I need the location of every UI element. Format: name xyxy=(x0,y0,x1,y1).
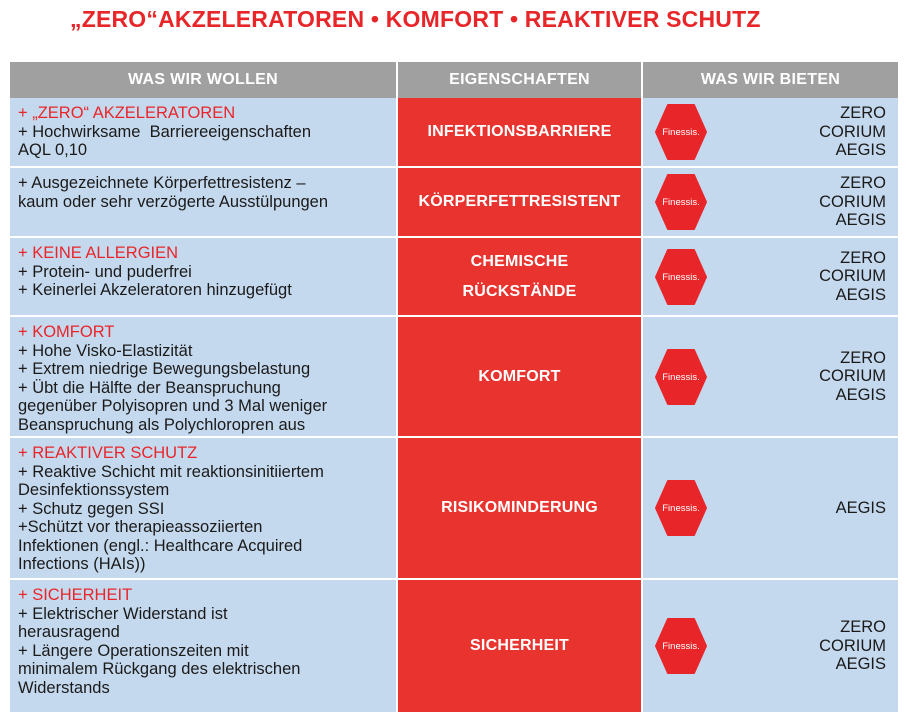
requirement-line: kaum oder sehr verzögerte Ausstülpungen xyxy=(18,192,329,211)
requirement-line: +Schützt vor therapieassoziierten xyxy=(18,518,263,536)
table-row xyxy=(10,316,898,437)
product-name: ZERO xyxy=(840,104,886,123)
logo-brand-text: Finessis. xyxy=(662,503,700,514)
product-name: AEGIS xyxy=(835,385,886,404)
table-body xyxy=(10,98,898,713)
product-name: CORIUM xyxy=(819,192,886,211)
header-offer: WAS WIR BIETEN xyxy=(642,62,898,98)
offer-cell xyxy=(642,237,898,316)
product-list xyxy=(819,317,886,436)
logo-brand-text: Finessis. xyxy=(662,127,700,138)
requirement-line: Widerstands xyxy=(18,678,110,697)
product-name: CORIUM xyxy=(819,267,886,286)
product-list xyxy=(819,580,886,712)
comparison-table xyxy=(10,62,898,714)
requirement-line: + Hochwirksame Barriereeigenschaften xyxy=(18,122,312,141)
product-name: AEGIS xyxy=(835,498,886,517)
product-name: ZERO xyxy=(840,174,886,193)
property-cell xyxy=(397,167,642,237)
property-cell xyxy=(397,237,642,316)
offer-cell xyxy=(642,167,898,237)
product-name: AEGIS xyxy=(835,285,886,304)
requirement-heading: + „ZERO“ AKZELERATOREN xyxy=(18,104,236,122)
finessis-logo-icon xyxy=(655,174,707,230)
property-label: KÖRPERFETTRESISTENT xyxy=(418,193,621,210)
requirement-line: + Protein- und puderfrei xyxy=(18,262,192,281)
want-cell xyxy=(10,316,397,437)
header-want: WAS WIR WOLLEN xyxy=(10,62,397,98)
finessis-logo-icon xyxy=(655,104,707,160)
product-name: AEGIS xyxy=(835,211,886,230)
requirement-line: Desinfektionssystem xyxy=(18,481,170,499)
offer-cell xyxy=(642,579,898,713)
product-name: ZERO xyxy=(840,248,886,267)
requirement-line: + Keinerlei Akzeleratoren hinzugefügt xyxy=(18,281,292,299)
property-cell xyxy=(397,437,642,579)
header-properties: EIGENSCHAFTEN xyxy=(397,62,642,98)
requirement-heading: + REAKTIVER SCHUTZ xyxy=(18,444,198,462)
want-cell xyxy=(10,167,397,237)
requirement-heading: + KOMFORT xyxy=(18,323,115,341)
product-name: ZERO xyxy=(840,348,886,367)
requirement-line: herausragend xyxy=(18,623,120,641)
finessis-logo-icon xyxy=(655,618,707,674)
logo-brand-text: Finessis. xyxy=(662,197,700,208)
requirement-line: + Extrem niedrige Bewegungsbelastung xyxy=(18,360,311,378)
property-label: RÜCKSTÄNDE xyxy=(462,282,577,300)
product-list xyxy=(819,98,886,166)
property-label: KOMFORT xyxy=(478,367,561,385)
want-cell xyxy=(10,579,397,713)
offer-cell xyxy=(642,437,898,579)
requirement-line: + Hohe Visko-Elastizität xyxy=(18,341,193,360)
product-name: CORIUM xyxy=(819,122,886,141)
requirement-line: Infections (HAIs)) xyxy=(18,555,146,573)
requirement-line: + Reaktive Schicht mit reaktionsinitiiertem xyxy=(18,462,324,481)
logo-brand-text: Finessis. xyxy=(662,641,700,652)
product-name: AEGIS xyxy=(835,655,886,674)
logo-brand-text: Finessis. xyxy=(662,271,700,283)
table-row xyxy=(10,98,898,167)
finessis-logo-icon xyxy=(655,480,707,536)
product-name: CORIUM xyxy=(819,367,886,386)
table-row xyxy=(10,237,898,316)
property-label: SICHERHEIT xyxy=(470,637,569,654)
table-row xyxy=(10,437,898,579)
property-label: RISIKOMINDERUNG xyxy=(441,499,598,516)
table-header-row xyxy=(10,62,898,98)
offer-cell xyxy=(642,316,898,437)
finessis-logo-icon xyxy=(655,249,707,305)
requirement-line: Infektionen (engl.: Healthcare Acquired xyxy=(18,536,303,555)
product-name: ZERO xyxy=(840,618,886,637)
page-title: „ZERO“AKZELERATOREN • KOMFORT • REAKTIVER SCHUTZ xyxy=(70,6,761,32)
product-list xyxy=(819,168,886,236)
requirement-line: minimalem Rückgang des elektrischen xyxy=(18,660,301,678)
product-list xyxy=(819,238,886,315)
table-row xyxy=(10,579,898,713)
requirement-line: gegenüber Polyisopren und 3 Mal weniger xyxy=(18,397,328,415)
logo-brand-text: Finessis. xyxy=(662,371,700,383)
requirement-heading: + KEINE ALLERGIEN xyxy=(18,244,179,262)
property-cell xyxy=(397,579,642,713)
table-row xyxy=(10,167,898,237)
requirement-line: + Längere Operationszeiten mit xyxy=(18,641,249,660)
requirement-line: AQL 0,10 xyxy=(18,141,88,159)
product-name: AEGIS xyxy=(835,141,886,160)
requirement-line: Beanspruchung als Polychloropren aus xyxy=(18,415,306,434)
requirement-heading: + SICHERHEIT xyxy=(18,586,133,604)
want-cell xyxy=(10,237,397,316)
requirement-line: + Ausgezeichnete Körperfettresistenz – xyxy=(18,174,306,192)
property-cell xyxy=(397,316,642,437)
property-label: CHEMISCHE xyxy=(470,252,569,270)
product-name: CORIUM xyxy=(819,636,886,655)
property-cell xyxy=(397,98,642,167)
requirement-line: + Übt die Hälfte der Beanspruchung xyxy=(18,378,281,397)
product-list xyxy=(836,438,886,578)
offer-cell xyxy=(642,98,898,167)
property-label: INFEKTIONSBARRIERE xyxy=(427,123,612,140)
want-cell xyxy=(10,437,397,579)
requirement-line: + Schutz gegen SSI xyxy=(18,499,165,518)
requirement-line: + Elektrischer Widerstand ist xyxy=(18,604,228,623)
finessis-logo-icon xyxy=(655,349,707,405)
want-cell xyxy=(10,98,397,167)
